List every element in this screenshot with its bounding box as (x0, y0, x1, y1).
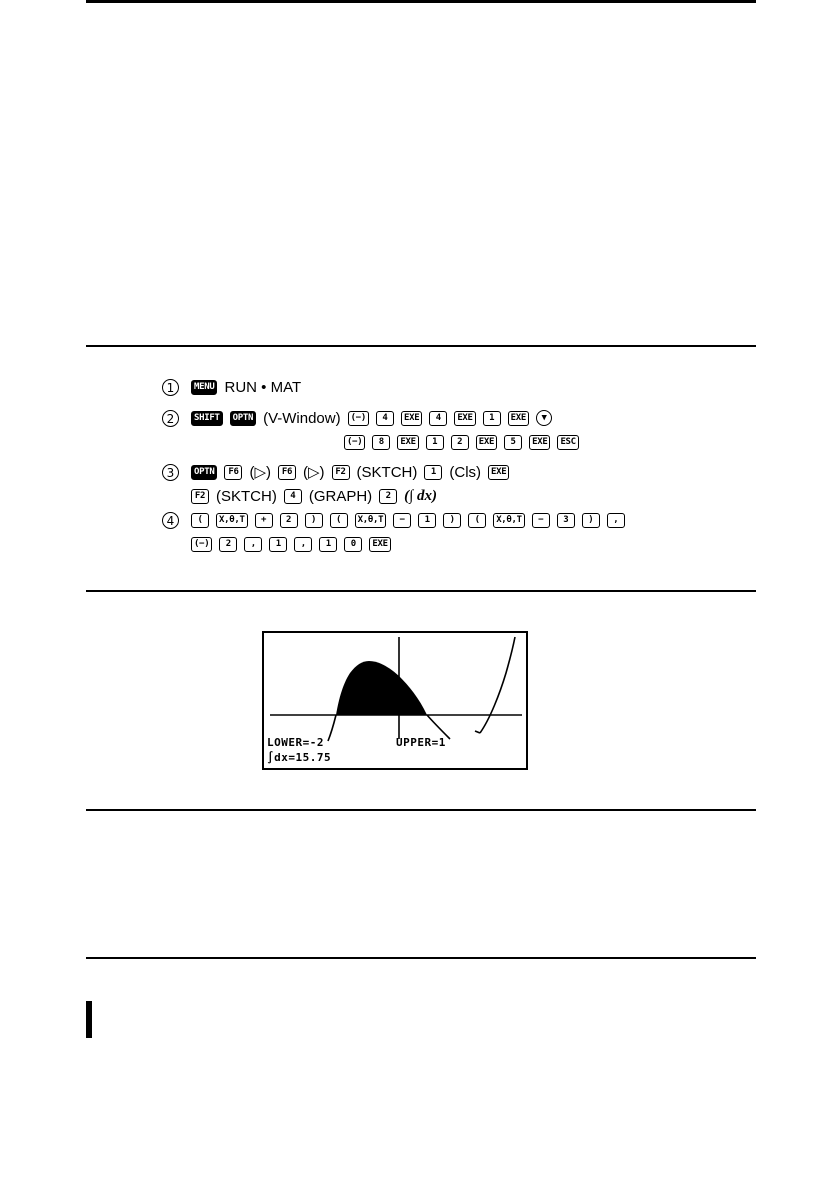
key-negative: (−) (344, 435, 365, 450)
step-2-line-2 (344, 431, 586, 453)
mode-label: RUN • MAT (224, 378, 302, 396)
divider (86, 957, 756, 959)
key-2: 2 (379, 489, 397, 504)
step-3-line-1 (162, 461, 516, 483)
key-exe: EXE (401, 411, 422, 426)
key-f2: F2 (332, 465, 350, 480)
key-exe: EXE (508, 411, 529, 426)
lower-limit-readout: LOWER=-2 (267, 736, 324, 749)
function-label: (SKTCH) (356, 463, 418, 481)
key-open-paren: ( (330, 513, 348, 528)
key-exe: EXE (369, 537, 390, 552)
function-label: (Cls) (449, 463, 482, 481)
key-variable: X,θ,T (355, 513, 387, 528)
step-number: 2 (162, 410, 179, 427)
key-5: 5 (504, 435, 522, 450)
key-1: 1 (424, 465, 442, 480)
key-exe: EXE (454, 411, 475, 426)
key-comma: , (244, 537, 262, 552)
key-esc: ESC (557, 435, 578, 450)
curve-segment (328, 715, 336, 741)
key-minus: − (393, 513, 411, 528)
key-exe: EXE (397, 435, 418, 450)
key-8: 8 (372, 435, 390, 450)
key-negative: (−) (348, 411, 369, 426)
key-minus: − (532, 513, 550, 528)
key-close-paren: ) (582, 513, 600, 528)
key-1: 1 (483, 411, 501, 426)
key-4: 4 (376, 411, 394, 426)
step-2-line-1 (162, 407, 559, 429)
divider (86, 809, 756, 811)
top-rule (86, 0, 756, 3)
step-number: 3 (162, 464, 179, 481)
step-3-line-2 (191, 485, 444, 507)
key-variable: X,θ,T (216, 513, 248, 528)
key-negative: (−) (191, 537, 212, 552)
key-menu: MENU (191, 380, 217, 395)
step-number: 1 (162, 379, 179, 396)
key-plus: + (255, 513, 273, 528)
step-number: 4 (162, 512, 179, 529)
function-label: (SKTCH) (216, 487, 277, 505)
key-exe: EXE (488, 465, 509, 480)
key-comma: , (294, 537, 312, 552)
step-4-line-2 (191, 533, 398, 555)
key-open-paren: ( (468, 513, 486, 528)
function-label: (GRAPH) (308, 487, 373, 505)
integral-result-readout: ∫dx=15.75 (267, 751, 332, 764)
key-exe: EXE (476, 435, 497, 450)
key-f6: F6 (224, 465, 242, 480)
function-label: (∫ dx) (404, 487, 438, 504)
key-4: 4 (429, 411, 447, 426)
key-down-arrow-icon: ▼ (536, 410, 552, 426)
key-2: 2 (219, 537, 237, 552)
step-1 (162, 376, 308, 398)
key-f6: F6 (278, 465, 296, 480)
curve-segment (480, 637, 515, 733)
key-variable: X,θ,T (493, 513, 525, 528)
key-2: 2 (451, 435, 469, 450)
key-shift: SHIFT (191, 411, 223, 426)
divider (86, 590, 756, 592)
curve-segment (475, 731, 480, 733)
key-open-paren: ( (191, 513, 209, 528)
divider (86, 345, 756, 347)
key-1: 1 (418, 513, 436, 528)
section-marker (86, 1001, 92, 1038)
key-1: 1 (269, 537, 287, 552)
integral-area (336, 661, 427, 715)
function-label: (V-Window) (263, 409, 341, 427)
key-optn: OPTN (230, 411, 256, 426)
key-optn: OPTN (191, 465, 217, 480)
key-4: 4 (284, 489, 302, 504)
calculator-screen (262, 631, 528, 770)
key-exe: EXE (529, 435, 550, 450)
key-1: 1 (426, 435, 444, 450)
key-close-paren: ) (305, 513, 323, 528)
key-comma: , (607, 513, 625, 528)
key-1: 1 (319, 537, 337, 552)
key-3: 3 (557, 513, 575, 528)
key-f2: F2 (191, 489, 209, 504)
step-4-line-1 (162, 509, 632, 531)
function-label: (▷) (303, 464, 325, 481)
key-0: 0 (344, 537, 362, 552)
key-2: 2 (280, 513, 298, 528)
function-label: (▷) (249, 464, 272, 481)
upper-limit-readout: UPPER=1 (396, 736, 446, 749)
key-close-paren: ) (443, 513, 461, 528)
